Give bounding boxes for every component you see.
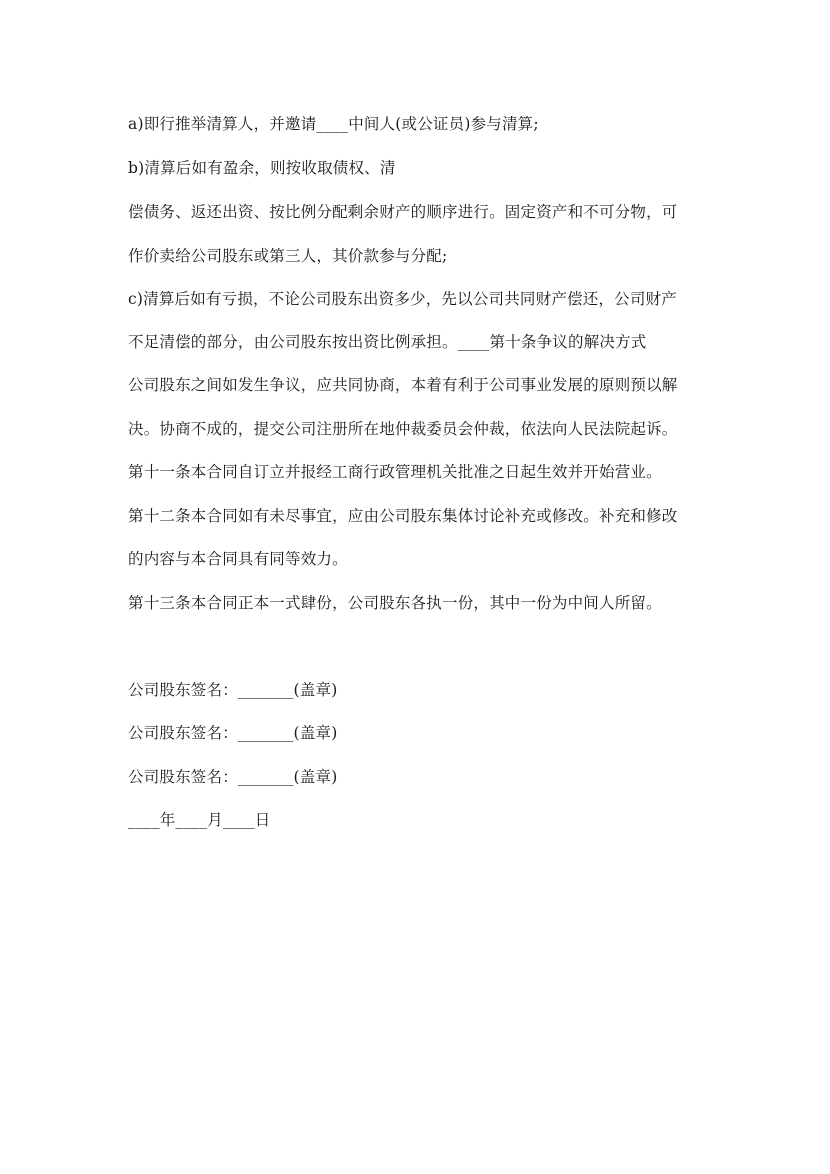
paragraph-line: 第十三条本合同正本一式肆份，公司股东各执一份，其中一份为中间人所留。 bbox=[128, 594, 662, 612]
date-line: ____年____月____日 bbox=[128, 811, 271, 829]
paragraph-line: a)即行推举清算人，并邀请____中间人(或公证员)参与清算; bbox=[128, 115, 539, 133]
paragraph-line: 偿债务、返还出资、按比例分配剩余财产的顺序进行。固定资产和不可分物，可 bbox=[128, 203, 678, 221]
signature-line: 公司股东签名：_______(盖章) bbox=[128, 681, 338, 699]
paragraph-line: c)清算后如有亏损，不论公司股东出资多少，先以公司共同财产偿还，公司财产 bbox=[128, 290, 677, 308]
paragraph-line: 作价卖给公司股东或第三人，其价款参与分配; bbox=[128, 247, 448, 265]
paragraph-line: 第十二条本合同如有未尽事宜，应由公司股东集体讨论补充或修改。补充和修改 bbox=[128, 507, 678, 525]
paragraph-line: 的内容与本合同具有同等效力。 bbox=[128, 550, 348, 568]
paragraph-line: 不足清偿的部分，由公司股东按出资比例承担。____第十条争议的解决方式 bbox=[128, 333, 647, 351]
paragraph-line: 决。协商不成的，提交公司注册所在地仲裁委员会仲裁，依法向人民法院起诉。 bbox=[128, 420, 678, 438]
signature-line: 公司股东签名：_______(盖章) bbox=[128, 724, 338, 742]
signature-line: 公司股东签名：_______(盖章) bbox=[128, 768, 338, 786]
paragraph-line: b)清算后如有盈余，则按收取债权、清 bbox=[128, 159, 396, 177]
paragraph-line: 公司股东之间如发生争议，应共同协商，本着有利于公司事业发展的原则预以解 bbox=[128, 376, 678, 394]
paragraph-line: 第十一条本合同自订立并报经工商行政管理机关批准之日起生效并开始营业。 bbox=[128, 463, 662, 481]
